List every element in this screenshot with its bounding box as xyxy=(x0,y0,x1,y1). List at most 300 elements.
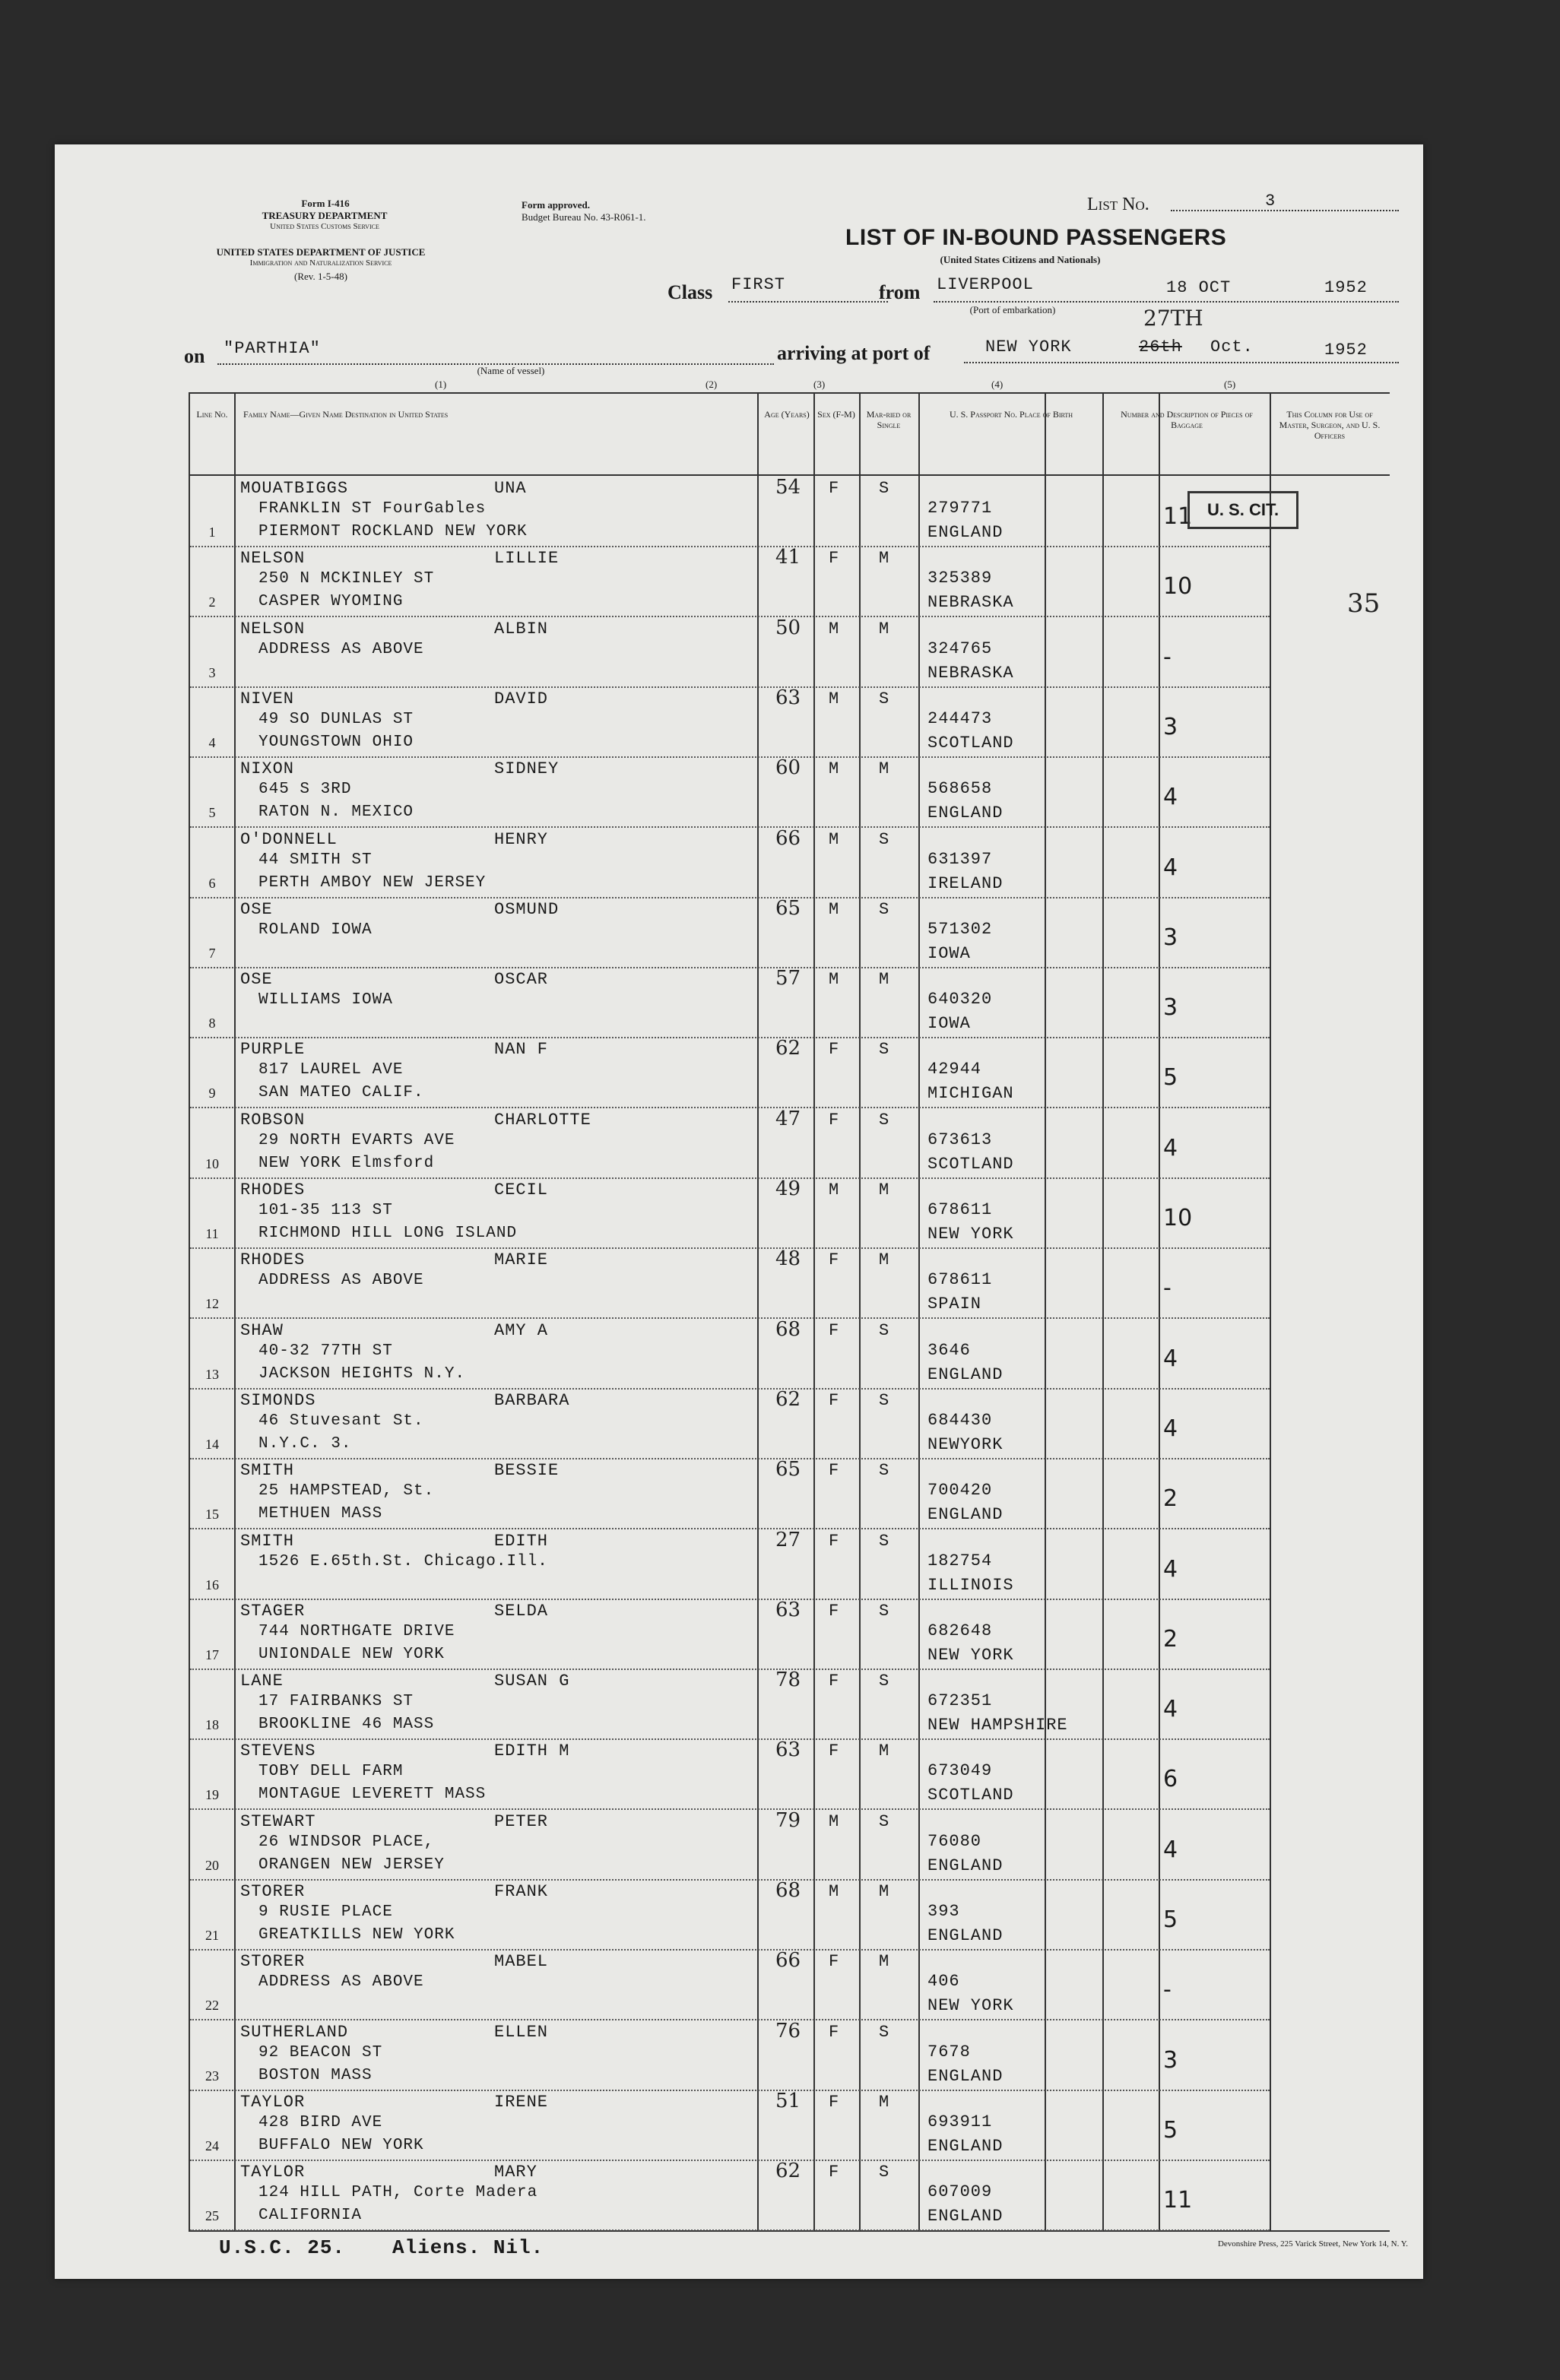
header-passport: U. S. Passport No. Place of Birth xyxy=(949,409,1073,420)
list-no-label: List No. xyxy=(1087,195,1149,214)
age: 62 xyxy=(775,1037,801,1060)
aliens-count: Aliens. Nil. xyxy=(392,2236,544,2259)
marital-status: M xyxy=(879,1250,890,1270)
baggage-count: 4 xyxy=(1163,1134,1178,1161)
table-row xyxy=(190,1037,1270,1108)
passport-number: 673613 xyxy=(927,1130,993,1149)
form-number: Form I-416 xyxy=(301,198,350,209)
table-row xyxy=(190,616,1270,688)
address-line-1: 1526 E.65th.St. Chicago.Ill. xyxy=(258,1552,548,1570)
family-name: SMITH xyxy=(240,1531,295,1551)
line-number: 12 xyxy=(205,1296,219,1312)
line-number: 14 xyxy=(205,1436,219,1452)
age: 48 xyxy=(775,1247,801,1271)
passport-number: 684430 xyxy=(927,1410,993,1430)
sex: F xyxy=(829,1531,840,1551)
marital-status: S xyxy=(879,2163,890,2182)
table-header xyxy=(190,394,1390,476)
sex: M xyxy=(829,970,840,990)
marital-status: S xyxy=(879,829,890,849)
marital-status: S xyxy=(879,479,890,498)
baggage-count: 4 xyxy=(1163,1345,1178,1372)
age: 63 xyxy=(775,686,801,709)
address-line-2: ORANGEN NEW JERSEY xyxy=(258,1856,445,1874)
given-name: DAVID xyxy=(494,689,549,708)
header-name: Family Name—Given Name Destination in United States xyxy=(243,409,449,420)
address-line-2: CALIFORNIA xyxy=(258,2207,363,2225)
table-row xyxy=(190,1247,1270,1319)
table-row xyxy=(190,476,1270,547)
place-of-birth: NEWYORK xyxy=(927,1434,1004,1454)
arrival-port: NEW YORK xyxy=(985,338,1072,357)
marital-status: M xyxy=(879,759,890,779)
family-name: OSE xyxy=(240,970,273,990)
given-name: CHARLOTTE xyxy=(494,1110,591,1130)
address-line-2: CASPER WYOMING xyxy=(258,593,404,611)
family-name: SIMONDS xyxy=(240,1390,316,1410)
passport-number: 631397 xyxy=(927,849,993,869)
passport-number: 406 xyxy=(927,1972,960,1992)
address-line-1: 250 N MCKINLEY ST xyxy=(258,570,435,588)
table-row xyxy=(190,1318,1270,1390)
vessel-note: (Name of vessel) xyxy=(477,365,545,376)
sex: M xyxy=(829,1811,840,1831)
given-name: BARBARA xyxy=(494,1390,570,1410)
address-line-2: BUFFALO NEW YORK xyxy=(258,2136,424,2154)
address-line-1: TOBY DELL FARM xyxy=(258,1763,404,1781)
sex: F xyxy=(829,1250,840,1270)
marital-status: M xyxy=(879,1882,890,1901)
age: 68 xyxy=(775,1317,801,1341)
address-line-2: RICHMOND HILL LONG ISLAND xyxy=(258,1225,518,1242)
sex: M xyxy=(829,1180,840,1200)
col-num-1: (1) xyxy=(435,379,447,390)
address-line-1: ADDRESS AS ABOVE xyxy=(258,1973,424,1992)
line-number: 18 xyxy=(205,1717,219,1733)
header-officers: This Column for Use of Master, Surgeon, and U. S. Officers xyxy=(1279,409,1381,441)
place-of-birth: SCOTLAND xyxy=(927,1786,1014,1805)
family-name: SMITH xyxy=(240,1461,295,1481)
address-line-2: BROOKLINE 46 MASS xyxy=(258,1716,435,1734)
address-line-1: 92 BEACON ST xyxy=(258,2043,383,2062)
col-num-2: (2) xyxy=(705,379,718,390)
baggage-count: 4 xyxy=(1163,1696,1178,1723)
col-num-5: (5) xyxy=(1224,379,1236,390)
passport-number: 678611 xyxy=(927,1270,993,1290)
place-of-birth: NEBRASKA xyxy=(927,663,1014,683)
sex: M xyxy=(829,829,840,849)
arrival-day-struck: 26th xyxy=(1139,338,1182,357)
sex: F xyxy=(829,1040,840,1060)
line-number: 19 xyxy=(205,1787,219,1803)
address-line-2: JACKSON HEIGHTS N.Y. xyxy=(258,1364,466,1383)
passport-number: 393 xyxy=(927,1902,960,1921)
line-number: 16 xyxy=(205,1577,219,1592)
given-name: ALBIN xyxy=(494,619,549,639)
given-name: SELDA xyxy=(494,1601,549,1621)
place-of-birth: SPAIN xyxy=(927,1295,982,1314)
passport-number: 7678 xyxy=(927,2042,971,2062)
form-approved: Form approved. xyxy=(522,199,591,211)
line-number: 24 xyxy=(205,2138,219,2153)
line-number: 22 xyxy=(205,1998,219,2014)
age: 68 xyxy=(775,1879,801,1902)
baggage-count: 3 xyxy=(1163,713,1178,740)
table-row xyxy=(190,1388,1270,1459)
passport-number: 3646 xyxy=(927,1340,971,1360)
address-line-2: N.Y.C. 3. xyxy=(258,1434,352,1453)
baggage-count: 3 xyxy=(1163,924,1178,951)
table-row xyxy=(190,756,1270,828)
baggage-count: 5 xyxy=(1163,1906,1178,1933)
place-of-birth: ENGLAND xyxy=(927,1926,1004,1945)
margin-number: 35 xyxy=(1347,588,1381,619)
given-name: FRANK xyxy=(494,1882,549,1901)
port-note: (Port of embarkation) xyxy=(969,304,1056,315)
page-title: LIST OF IN-BOUND PASSENGERS xyxy=(845,225,1227,250)
place-of-birth: ENGLAND xyxy=(927,1364,1004,1384)
age: 41 xyxy=(775,546,801,569)
passport-number: 673049 xyxy=(927,1761,993,1781)
baggage-count: 5 xyxy=(1163,1064,1178,1092)
table-row xyxy=(190,1529,1270,1600)
place-of-birth: ILLINOIS xyxy=(927,1575,1014,1595)
family-name: STEVENS xyxy=(240,1741,316,1761)
sex: F xyxy=(829,1110,840,1130)
address-line-1: 40-32 77TH ST xyxy=(258,1342,393,1360)
address-line-1: ADDRESS AS ABOVE xyxy=(258,640,424,658)
line-number: 1 xyxy=(208,524,216,540)
family-name: PURPLE xyxy=(240,1040,306,1060)
embarkation-date: 18 OCT xyxy=(1166,278,1232,297)
baggage-count: 2 xyxy=(1163,1625,1178,1653)
family-name: NELSON xyxy=(240,549,306,569)
family-name: STAGER xyxy=(240,1601,306,1621)
sex: M xyxy=(829,759,840,779)
marital-status: M xyxy=(879,1952,890,1972)
marital-status: S xyxy=(879,1811,890,1831)
age: 50 xyxy=(775,616,801,639)
line-number: 23 xyxy=(205,2068,219,2084)
baggage-count: 3 xyxy=(1163,994,1178,1022)
table-row xyxy=(190,897,1270,968)
marital-status: S xyxy=(879,1110,890,1130)
table-row xyxy=(190,1599,1270,1670)
table-row xyxy=(190,967,1270,1038)
line-number: 5 xyxy=(208,805,216,821)
table-row xyxy=(190,2020,1270,2091)
age: 49 xyxy=(775,1177,801,1200)
given-name: AMY A xyxy=(494,1320,549,1340)
sex: F xyxy=(829,479,840,498)
table-row xyxy=(190,1108,1270,1179)
address-line-2: SAN MATEO CALIF. xyxy=(258,1084,424,1102)
family-name: RHODES xyxy=(240,1180,306,1200)
place-of-birth: MICHIGAN xyxy=(927,1084,1014,1104)
baggage-count: 4 xyxy=(1163,1415,1178,1442)
sex: M xyxy=(829,619,840,639)
address-line-1: ROLAND IOWA xyxy=(258,921,373,939)
marital-status: M xyxy=(879,2092,890,2112)
family-name: RHODES xyxy=(240,1250,306,1270)
arriving-label: arriving at port of xyxy=(777,342,931,364)
baggage-count: 11 xyxy=(1163,503,1193,530)
age: 65 xyxy=(775,1458,801,1482)
usc-count: U.S.C. 25. xyxy=(219,2236,346,2259)
on-label: on xyxy=(184,345,205,367)
address-line-1: 25 HAMPSTEAD, St. xyxy=(258,1482,435,1501)
sex: F xyxy=(829,2092,840,2112)
place-of-birth: NEBRASKA xyxy=(927,593,1014,613)
baggage-count: 4 xyxy=(1163,854,1178,881)
table-row xyxy=(190,1738,1270,1810)
list-number: 3 xyxy=(1265,192,1276,211)
port-of-embarkation: LIVERPOOL xyxy=(937,275,1034,294)
marital-status: M xyxy=(879,619,890,639)
place-of-birth: ENGLAND xyxy=(927,1505,1004,1525)
given-name: MARY xyxy=(494,2163,537,2182)
address-line-2: YOUNGSTOWN OHIO xyxy=(258,733,414,751)
family-name: MOUATBIGGS xyxy=(240,479,349,498)
passport-number: 76080 xyxy=(927,1831,982,1851)
customs-service: United States Customs Service xyxy=(270,222,379,231)
marital-status: S xyxy=(879,1601,890,1621)
passenger-list-page xyxy=(55,144,1423,2279)
marital-status: M xyxy=(879,1180,890,1200)
address-line-1: 101-35 113 ST xyxy=(258,1202,393,1219)
address-line-1: 26 WINDSOR PLACE, xyxy=(258,1833,435,1851)
from-label: from xyxy=(879,281,921,303)
sex: F xyxy=(829,1390,840,1410)
baggage-count: 4 xyxy=(1163,1836,1178,1863)
sex: F xyxy=(829,549,840,569)
address-line-2: NEW YORK Elmsford xyxy=(258,1154,435,1172)
place-of-birth: ENGLAND xyxy=(927,523,1004,542)
age: 54 xyxy=(775,476,801,499)
line-number: 25 xyxy=(205,2208,219,2224)
address-line-2: UNIONDALE NEW YORK xyxy=(258,1645,445,1663)
class-label: Class xyxy=(667,281,713,303)
table-row xyxy=(190,2090,1270,2161)
passport-number: 244473 xyxy=(927,708,993,728)
header-baggage: Number and Description of Pieces of Baggage xyxy=(1121,409,1253,430)
justice-dept: UNITED STATES DEPARTMENT OF JUSTICE xyxy=(216,246,426,258)
age: 63 xyxy=(775,1598,801,1621)
col-num-3: (3) xyxy=(813,379,826,390)
age: 78 xyxy=(775,1669,801,1692)
embarkation-year: 1952 xyxy=(1324,278,1368,297)
given-name: ELLEN xyxy=(494,2022,549,2042)
line-number: 11 xyxy=(205,1226,219,1241)
place-of-birth: NEW YORK xyxy=(927,1225,1014,1244)
address-line-1: 44 SMITH ST xyxy=(258,851,373,869)
line-number: 13 xyxy=(205,1366,219,1382)
marital-status: M xyxy=(879,549,890,569)
line-number: 7 xyxy=(208,945,216,961)
marital-status: S xyxy=(879,1040,890,1060)
family-name: NIVEN xyxy=(240,689,295,708)
address-line-1: 124 HILL PATH, Corte Madera xyxy=(258,2184,538,2202)
table-row xyxy=(190,2160,1270,2231)
line-number: 17 xyxy=(205,1646,219,1662)
sex: M xyxy=(829,689,840,708)
marital-status: M xyxy=(879,1741,890,1761)
family-name: TAYLOR xyxy=(240,2163,306,2182)
passport-number: 571302 xyxy=(927,919,993,939)
family-name: ROBSON xyxy=(240,1110,306,1130)
age: 27 xyxy=(775,1528,801,1551)
place-of-birth: IRELAND xyxy=(927,873,1004,893)
given-name: BESSIE xyxy=(494,1461,560,1481)
list-no-line xyxy=(1171,210,1399,211)
address-line-2: MONTAGUE LEVERETT MASS xyxy=(258,1786,487,1804)
line-number: 20 xyxy=(205,1857,219,1873)
table-row xyxy=(190,1809,1270,1881)
passenger-table xyxy=(189,392,1390,2232)
age: 66 xyxy=(775,826,801,850)
address-line-1: WILLIAMS IOWA xyxy=(258,991,393,1009)
given-name: MABEL xyxy=(494,1952,549,1972)
passport-number: 672351 xyxy=(927,1691,993,1711)
passport-number: 568658 xyxy=(927,779,993,799)
passport-number: 682648 xyxy=(927,1621,993,1640)
given-name: SIDNEY xyxy=(494,759,560,779)
given-name: EDITH M xyxy=(494,1741,570,1761)
sex: F xyxy=(829,1952,840,1972)
line-number: 3 xyxy=(208,664,216,680)
sex: F xyxy=(829,1672,840,1691)
given-name: LILLIE xyxy=(494,549,560,569)
passport-number: 182754 xyxy=(927,1551,993,1570)
place-of-birth: ENGLAND xyxy=(927,2207,1004,2226)
immigration-service: Immigration and Naturalization Service xyxy=(249,258,392,268)
address-line-1: FRANKLIN ST FourGables xyxy=(258,500,487,518)
age: 57 xyxy=(775,967,801,990)
passport-number: 42944 xyxy=(927,1060,982,1079)
baggage-count: 10 xyxy=(1163,573,1193,601)
given-name: IRENE xyxy=(494,2092,549,2112)
address-line-2: METHUEN MASS xyxy=(258,1505,383,1523)
place-of-birth: SCOTLAND xyxy=(927,1154,1014,1174)
passport-number: 279771 xyxy=(927,499,993,518)
address-line-1: 817 LAUREL AVE xyxy=(258,1061,404,1079)
from-line xyxy=(934,301,1399,303)
passport-number: 693911 xyxy=(927,2112,993,2131)
budget-bureau: Budget Bureau No. 43-R061-1. xyxy=(522,211,646,223)
family-name: LANE xyxy=(240,1672,284,1691)
marital-status: S xyxy=(879,1390,890,1410)
place-of-birth: ENGLAND xyxy=(927,803,1004,823)
given-name: OSMUND xyxy=(494,899,560,919)
col-num-4: (4) xyxy=(991,379,1004,390)
sex: F xyxy=(829,1320,840,1340)
place-of-birth: ENGLAND xyxy=(927,2136,1004,2156)
address-line-1: 49 SO DUNLAS ST xyxy=(258,710,414,728)
baggage-count: - xyxy=(1163,1275,1172,1302)
age: 60 xyxy=(775,756,801,780)
family-name: O'DONNELL xyxy=(240,829,338,849)
arriving-line xyxy=(964,362,1399,363)
col-rule xyxy=(1270,394,1271,2230)
table-row xyxy=(190,1949,1270,2020)
family-name: SHAW xyxy=(240,1320,284,1340)
given-name: EDITH xyxy=(494,1531,549,1551)
treasury-dept: TREASURY DEPARTMENT xyxy=(262,210,388,221)
marital-status: M xyxy=(879,970,890,990)
given-name: NAN F xyxy=(494,1040,549,1060)
class-line xyxy=(728,301,888,303)
given-name: PETER xyxy=(494,1811,549,1831)
address-line-1: 9 RUSIE PLACE xyxy=(258,1903,393,1921)
address-line-1: 744 NORTHGATE DRIVE xyxy=(258,1622,455,1640)
given-name: OSCAR xyxy=(494,970,549,990)
age: 47 xyxy=(775,1107,801,1130)
age: 62 xyxy=(775,2160,801,2183)
header-line-no: Line No. xyxy=(196,409,228,420)
line-number: 6 xyxy=(208,875,216,891)
sex: M xyxy=(829,1882,840,1901)
baggage-count: 10 xyxy=(1163,1205,1193,1231)
family-name: OSE xyxy=(240,899,273,919)
marital-status: S xyxy=(879,899,890,919)
sex: M xyxy=(829,899,840,919)
baggage-count: 6 xyxy=(1163,1766,1178,1793)
passport-number: 678611 xyxy=(927,1200,993,1219)
baggage-count: 3 xyxy=(1163,2046,1178,2074)
age: 51 xyxy=(775,2089,801,2112)
given-name: CECIL xyxy=(494,1180,549,1200)
age: 66 xyxy=(775,1949,801,1973)
place-of-birth: NEW HAMPSHIRE xyxy=(927,1716,1068,1735)
address-line-2: RATON N. MEXICO xyxy=(258,803,414,822)
header-sex: Sex (F-M) xyxy=(817,409,855,420)
place-of-birth: IOWA xyxy=(927,943,971,963)
vessel-name: "PARTHIA" xyxy=(224,339,321,358)
line-number: 4 xyxy=(208,734,216,750)
marital-status: S xyxy=(879,1320,890,1340)
printer-imprint: Devonshire Press, 225 Varick Street, New York 14, N. Y. xyxy=(1217,2239,1408,2248)
family-name: NELSON xyxy=(240,619,306,639)
address-line-1: 29 NORTH EVARTS AVE xyxy=(258,1131,455,1149)
age: 65 xyxy=(775,896,801,920)
arrival-year: 1952 xyxy=(1324,341,1368,360)
sex: F xyxy=(829,1741,840,1761)
marital-status: S xyxy=(879,1672,890,1691)
line-number: 9 xyxy=(208,1085,216,1101)
address-line-1: 17 FAIRBANKS ST xyxy=(258,1693,414,1711)
given-name: MARIE xyxy=(494,1250,549,1270)
line-number: 8 xyxy=(208,1016,216,1032)
line-number: 2 xyxy=(208,594,216,610)
line-number: 15 xyxy=(205,1507,219,1523)
line-number: 10 xyxy=(205,1155,219,1171)
table-row xyxy=(190,1458,1270,1529)
page-subtitle: (United States Citizens and Nationals) xyxy=(940,254,1101,265)
sex: F xyxy=(829,1461,840,1481)
baggage-count: 11 xyxy=(1163,2187,1193,2214)
given-name: HENRY xyxy=(494,829,549,849)
age: 79 xyxy=(775,1808,801,1832)
class-value: FIRST xyxy=(731,275,786,294)
table-row xyxy=(190,546,1270,617)
passport-number: 325389 xyxy=(927,569,993,588)
family-name: STORER xyxy=(240,1952,306,1972)
baggage-count: 4 xyxy=(1163,784,1178,811)
marital-status: S xyxy=(879,689,890,708)
place-of-birth: IOWA xyxy=(927,1014,971,1034)
marital-status: S xyxy=(879,2022,890,2042)
given-name: SUSAN G xyxy=(494,1672,570,1691)
